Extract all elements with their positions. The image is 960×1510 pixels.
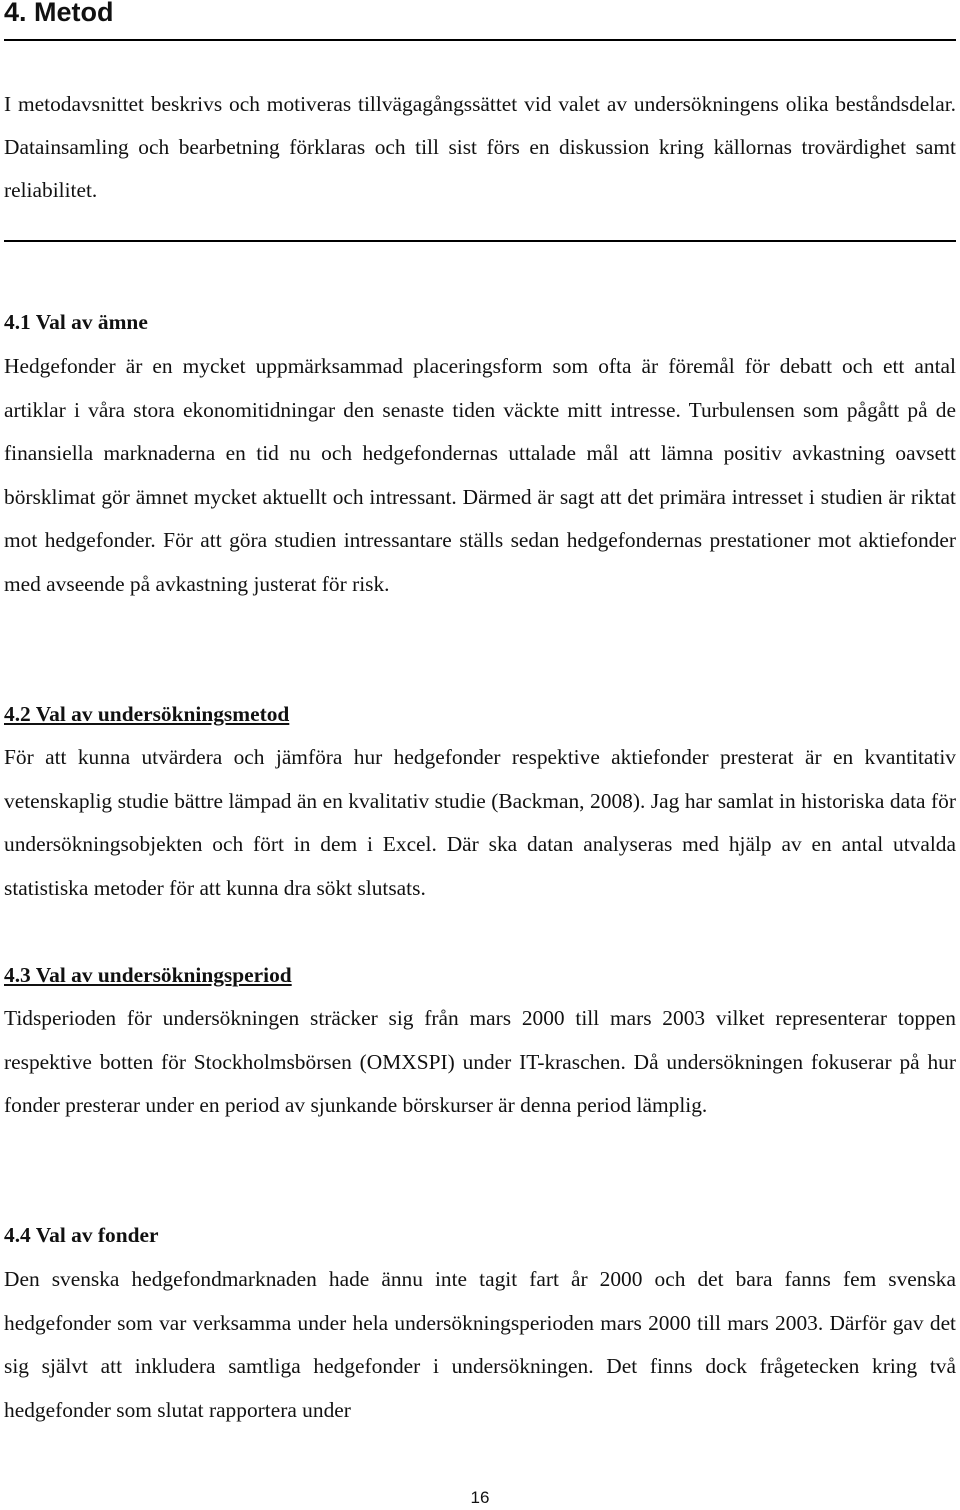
chapter-title: 4. Metod xyxy=(4,0,114,27)
section-body-val-av-fonder: Den svenska hedgefondmarknaden hade ännu inte tagit fart år 2000 och det bara fanns fem svenska hedgefonder som var verksamma under hela undersökningsperioden mars 2000 till mars 2003. Därför gav det sig självt att inkludera samtliga hedgefonder i undersökningen. Det finns dock frågetecken kring två hedgefonder som slutat rapportera under xyxy=(4,1267,956,1422)
section-heading-val-av-amne: 4.1 Val av ämne xyxy=(4,310,148,334)
section-body-val-av-amne: Hedgefonder är en mycket uppmärksammad placeringsform som ofta är föremål för debatt och ett antal artiklar i våra stora ekonomitidningar den senaste tiden väckte mitt intresse. Turbulensen som pågått på de finansiella marknaderna en tid nu och hedgefondernas uttalade mål att lämna positiv avkastning oavsett börsklimat gör ämnet mycket aktuellt och intressant. Därmed är sagt att det primära intresset i studien är riktat mot hedgefonder. För att göra studien intressantare ställs sedan hedgefondernas prestationer mot aktiefonder med avseende på avkastning justerat för risk. xyxy=(4,354,956,596)
section-body-undersokningsperiod: Tidsperioden för undersökningen sträcker sig från mars 2000 till mars 2003 vilket representerar toppen respektive botten för Stockholmsbörsen (OMXSPI) under IT-kraschen. Då undersökningen fokuserar på hur fonder presterar under en period av sjunkande börskurser är denna period lämplig. xyxy=(4,1006,956,1117)
top-divider xyxy=(4,39,956,41)
chapter-intro: I metodavsnittet beskrivs och motiveras tillvägagångssättet vid valet av undersökningens olika beståndsdelar. Datainsamling och bearbetning förklaras och till sist förs en diskussion kring källornas trovärdighet samt reliabilitet. xyxy=(4,92,956,202)
section-heading-undersokningsmetod: 4.2 Val av undersökningsmetod xyxy=(4,702,290,726)
page-number: 16 xyxy=(470,1488,490,1507)
intro-divider xyxy=(4,240,956,242)
section-body-undersokningsmetod: För att kunna utvärdera och jämföra hur hedgefonder respektive aktiefonder presterat är en kvantitativ vetenskaplig studie bättre lämpad än en kvalitativ studie (Backman, 2008). Jag har samlat in historiska data för undersökningsobjekten och fört in dem i Excel. Där ska datan analyseras med hjälp av en antal utvalda statistiska metoder för att kunna dra sökt slutsats. xyxy=(4,745,956,900)
section-heading-val-av-fonder: 4.4 Val av fonder xyxy=(4,1223,159,1247)
section-heading-undersokningsperiod: 4.3 Val av undersökningsperiod xyxy=(4,963,292,987)
